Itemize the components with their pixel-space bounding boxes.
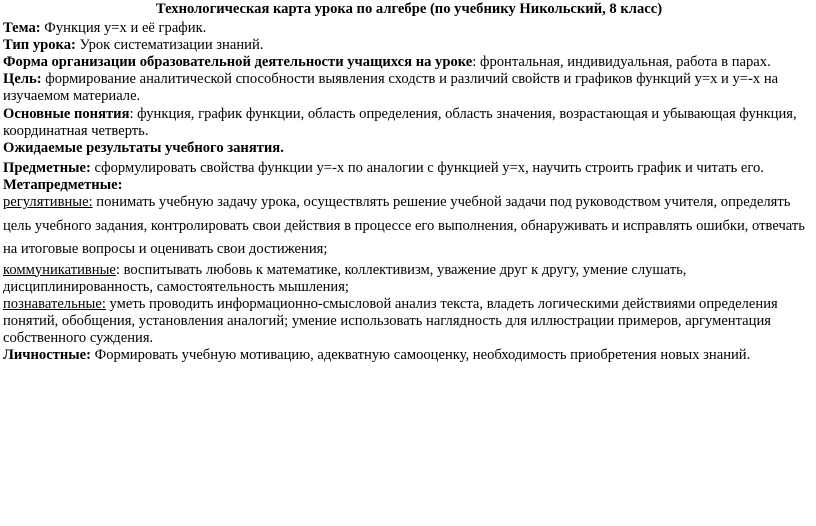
document-title: Технологическая карта урока по алгебре (по учебнику Никольский, 8 класс): [155, 1, 663, 17]
goal-text: формирование аналитической способности выявления сходств и различий свойств и графиков функций у=х и у=-х на изучаемом материале.: [3, 71, 779, 105]
communicative-label: коммуникативные: [3, 261, 116, 278]
communicative-text: : воспитывать любовь к математике, коллективизм, уважение друг к другу, умение слушать, дисциплинированность, самостоятельность мышления;: [3, 261, 687, 295]
regulatory-text: понимать учебную задачу урока, осуществлять решение учебной задачи под руководством учителя, определять цель учебного задания, контролировать свои действия в процессе его выполнения, обнаруживать и исправлять ошибки, отвечать на итоговые вопросы и оценивать свои достижения;: [3, 194, 805, 258]
cognitive-label: познавательные:: [3, 295, 106, 312]
lesson-type-line: [3, 37, 815, 54]
personal-paragraph: [3, 347, 815, 364]
organization-form-label: Форма организации образовательной деятельности учащихся на уроке: [3, 54, 473, 71]
metasubject-heading: Метапредметные:: [3, 176, 123, 193]
expected-results-heading: Ожидаемые результаты учебного занятия.: [3, 139, 284, 156]
goal-paragraph: [3, 71, 815, 105]
topic-text: Функция у=х и её график.: [40, 20, 207, 37]
communicative-paragraph: [3, 262, 815, 296]
personal-text: Формировать учебную мотивацию, адекватную самооценку, необходимость приобретения новых знаний.: [91, 347, 751, 363]
subject-results-paragraph: [3, 160, 815, 177]
cognitive-paragraph: [3, 296, 815, 347]
key-concepts-paragraph: [3, 106, 815, 140]
subject-results-text: сформулировать свойства функции у=-х по аналогии с функцией у=х, научить строить график и читать его.: [90, 159, 764, 176]
lesson-type-label: Тип урока:: [3, 37, 76, 54]
key-concepts-text: : функция, график функции, область определения, область значения, возрастающая и убывающая функция, координатная четверть.: [3, 105, 797, 139]
regulatory-paragraph: [3, 191, 815, 262]
organization-form-line: [3, 54, 815, 71]
goal-label: Цель:: [3, 71, 42, 88]
document-page: [3, 0, 815, 364]
regulatory-label: регулятивные:: [3, 194, 93, 211]
cognitive-text: уметь проводить информационно-смысловой анализ текста, владеть логическими действиями определения понятий, обобщения, установления аналогий; умение использовать наглядность для иллюстрации примеров, аргументация собственного суждения.: [3, 295, 778, 346]
lesson-type-text: Урок систематизации знаний.: [75, 37, 264, 54]
topic-label: Тема:: [3, 20, 41, 37]
key-concepts-label: Основные понятия: [3, 105, 130, 122]
topic-line: [3, 20, 815, 37]
organization-form-text: : фронтальная, индивидуальная, работа в парах.: [472, 54, 771, 71]
subject-results-label: Предметные:: [3, 159, 91, 176]
personal-label: Личностные:: [3, 347, 92, 363]
